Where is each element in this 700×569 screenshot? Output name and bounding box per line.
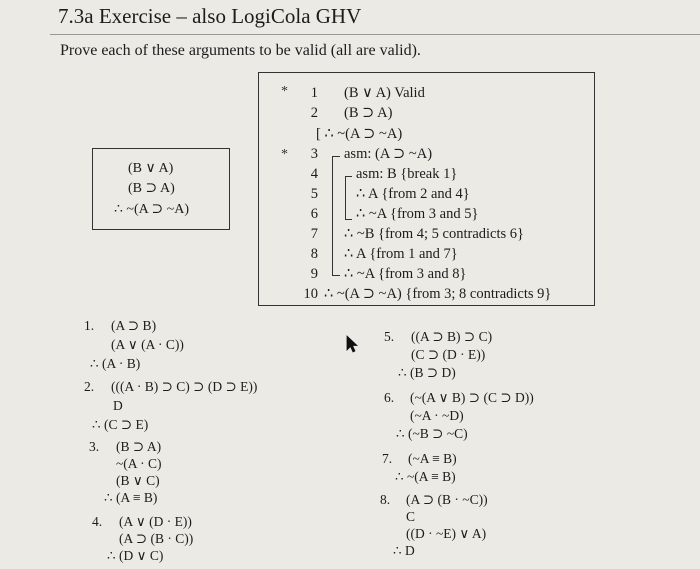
exercise-premise: (~A ≡ B) (408, 451, 457, 466)
argument-premise: (B ⊃ A) (128, 181, 175, 196)
exercise-premise: (A ∨ (D · E)) (119, 514, 192, 529)
exercise-premise: (B ∨ C) (116, 473, 160, 488)
proof-conclusion-line: [ ∴ ~(A ⊃ ~A) (316, 126, 403, 142)
proof-line-text: ∴ A {from 2 and 4} (356, 186, 470, 202)
proof-line-text: (B ⊃ A) (344, 105, 393, 121)
proof-line-number: 9 (310, 266, 318, 282)
inner-assumption-bracket (345, 176, 352, 220)
exercise-number: 2. (84, 379, 95, 394)
exercise-conclusion: ∴ (~B ⊃ ~C) (396, 426, 468, 441)
exercise-premise: ((A ⊃ B) ⊃ C) (411, 329, 493, 344)
proof-line-text: asm: (A ⊃ ~A) (344, 146, 433, 162)
proof-line-number: 1 (310, 85, 318, 101)
exercise-premise: (C ⊃ (D · E)) (411, 347, 486, 362)
exercise-number: 7. (382, 451, 393, 466)
exercise-conclusion: ∴ (D ∨ C) (107, 548, 164, 563)
title-divider (50, 34, 700, 35)
exercise-premise: ((D · ~E) ∨ A) (406, 526, 487, 541)
exercise-number: 8. (380, 492, 391, 507)
proof-line-text: ∴ ~(A ⊃ ~A) {from 3; 8 contradicts 9} (324, 286, 552, 302)
proof-line-text: ∴ A {from 1 and 7} (344, 246, 458, 262)
exercise-conclusion: ∴ (B ⊃ D) (398, 365, 456, 380)
exercise-premise: (A ⊃ (B · ~C)) (406, 492, 488, 507)
exercise-number: 6. (384, 390, 395, 405)
exercise-number: 1. (84, 318, 95, 333)
exercise-number: 4. (92, 514, 103, 529)
proof-line-text: ∴ ~B {from 4; 5 contradicts 6} (344, 226, 524, 242)
exercise-premise: (B ⊃ A) (116, 439, 162, 454)
exercise-premise: ~(A · C) (116, 456, 162, 471)
proof-line-number: 7 (310, 226, 318, 242)
proof-line-number: 3 (310, 146, 318, 162)
outer-assumption-bracket (332, 156, 340, 276)
instructions: Prove each of these arguments to be valid (all are valid). (60, 42, 421, 59)
proof-line-text: (B ∨ A) Valid (344, 85, 425, 101)
argument-premise: (B ∨ A) (128, 161, 174, 176)
exercise-conclusion: ∴ (A ≡ B) (104, 490, 158, 505)
proof-star-line-3: * (281, 147, 288, 162)
exercise-conclusion: ∴ ~(A ≡ B) (395, 469, 456, 484)
proof-line-number: 8 (310, 246, 318, 262)
proof-line-number: 2 (310, 105, 318, 121)
exercise-premise: C (406, 509, 416, 524)
mouse-cursor-icon (346, 335, 360, 353)
proof-line-text: ∴ ~A {from 3 and 8} (344, 266, 467, 282)
exercise-conclusion: ∴ (A · B) (90, 356, 141, 371)
exercise-number: 5. (384, 329, 395, 344)
exercise-premise: D (113, 398, 123, 413)
proof-line-text: asm: B {break 1} (356, 166, 458, 182)
exercise-premise: (A ⊃ (B · C)) (119, 531, 194, 546)
proof-line-number: 10 (303, 286, 318, 302)
page-title: 7.3a Exercise – also LogiCola GHV (58, 4, 362, 28)
exercise-premise: (~(A ∨ B) ⊃ (C ⊃ D)) (410, 390, 534, 405)
proof-line-text: ∴ ~A {from 3 and 5} (356, 206, 479, 222)
exercise-conclusion: ∴ D (393, 543, 415, 558)
proof-star-line-1: * (281, 84, 288, 99)
exercise-premise: (~A · ~D) (410, 408, 464, 423)
argument-conclusion: ∴ ~(A ⊃ ~A) (114, 202, 190, 217)
exercise-premise: (A ∨ (A · C)) (111, 337, 184, 352)
exercise-conclusion: ∴ (C ⊃ E) (92, 417, 149, 432)
proof-line-number: 4 (310, 166, 318, 182)
proof-line-number: 6 (310, 206, 318, 222)
exercise-premise: (((A · B) ⊃ C) ⊃ (D ⊃ E)) (111, 379, 258, 394)
proof-line-number: 5 (310, 186, 318, 202)
exercise-premise: (A ⊃ B) (111, 318, 157, 333)
exercise-number: 3. (89, 439, 100, 454)
